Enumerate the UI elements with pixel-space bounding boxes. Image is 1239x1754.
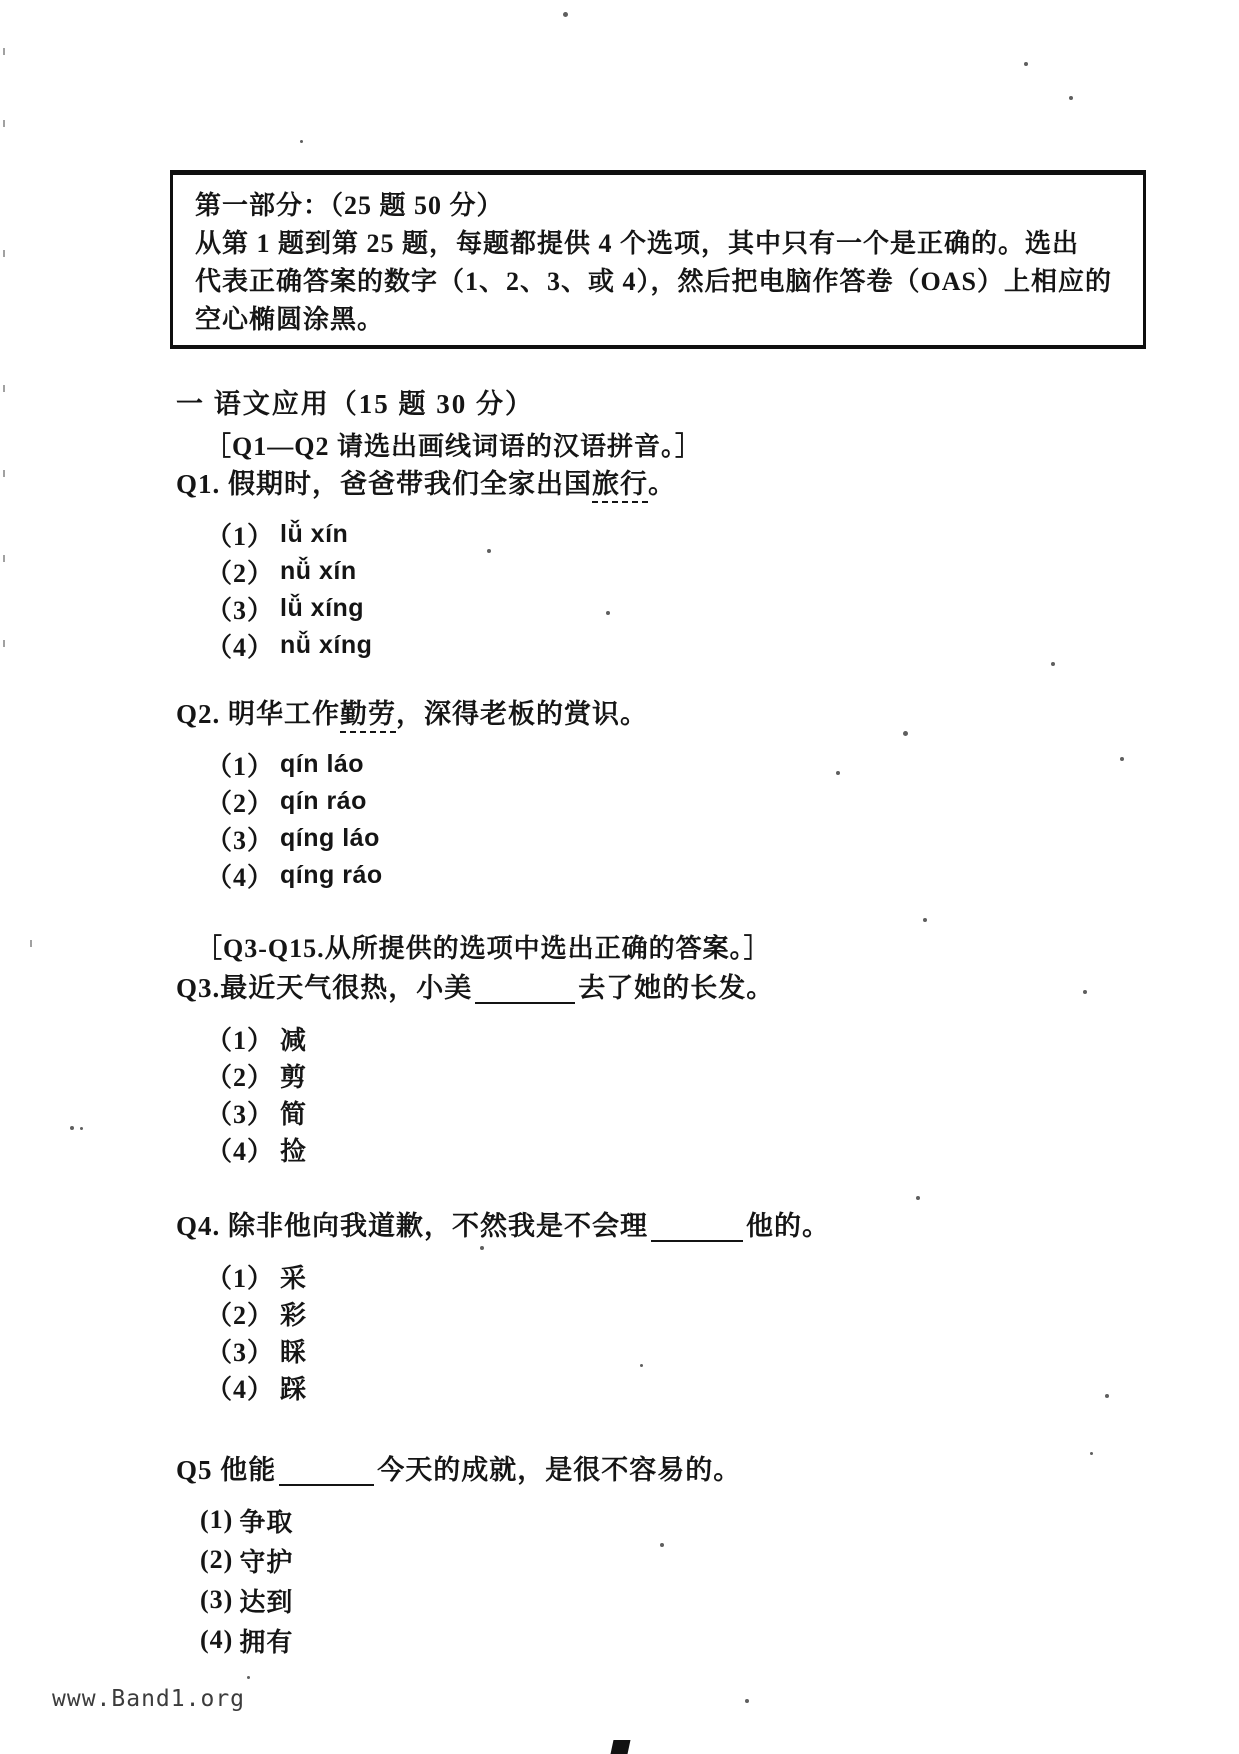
option-text: 简 xyxy=(280,1100,308,1129)
box-line-2: 从第 1 题到第 25 题，每题都提供 4 个选项，其中只有一个是正确的。选出 xyxy=(195,229,1080,258)
stem-text: ，深得老板的赏识。 xyxy=(396,699,649,729)
option-number: (1) xyxy=(200,1505,234,1534)
question-q4-stem xyxy=(176,1208,830,1244)
stem-text: Q5 他能 xyxy=(176,1455,277,1485)
option-row xyxy=(206,627,676,664)
option-text: 采 xyxy=(280,1264,308,1293)
option-row xyxy=(200,1620,741,1660)
speckle-dot xyxy=(80,1127,83,1130)
option-number: （3） xyxy=(206,826,275,855)
option-text: 剪 xyxy=(280,1063,308,1092)
option-number: （3） xyxy=(206,1100,275,1129)
speckle-dot xyxy=(70,1126,74,1130)
option-text: 减 xyxy=(280,1026,308,1055)
question-q2 xyxy=(176,696,648,894)
option-number: (4) xyxy=(200,1625,234,1654)
speckle-dot xyxy=(563,12,568,17)
option-text: 睬 xyxy=(280,1338,308,1367)
margin-tick xyxy=(3,555,5,562)
fill-in-blank xyxy=(475,975,575,1004)
option-number: （2） xyxy=(206,1063,275,1092)
stem-text: 。 xyxy=(648,469,677,499)
question-q3-options xyxy=(176,1020,774,1168)
option-number: （3） xyxy=(206,596,275,625)
option-number: (2) xyxy=(200,1545,234,1574)
stem-text: 去了她的长发。 xyxy=(578,973,775,1003)
option-number: (3) xyxy=(200,1585,234,1614)
page-number-partial xyxy=(611,1740,631,1754)
option-row xyxy=(206,746,648,783)
speckle-dot xyxy=(923,918,927,922)
question-q5-options xyxy=(176,1500,741,1660)
option-text: 踩 xyxy=(280,1375,308,1404)
option-row xyxy=(200,1500,741,1540)
question-q2-stem xyxy=(176,696,648,732)
stem-text: Q4. 除非他向我道歉，不然我是不会理 xyxy=(176,1211,649,1241)
option-text: qíng láo xyxy=(280,824,380,852)
speckle-dot xyxy=(300,140,303,143)
question-q2-options xyxy=(176,746,648,894)
speckle-dot xyxy=(487,549,491,553)
option-number: （4） xyxy=(206,1137,275,1166)
option-row xyxy=(206,1369,830,1406)
speckle-dot xyxy=(1105,1394,1109,1398)
option-row xyxy=(206,1332,830,1369)
option-number: （1） xyxy=(206,1026,275,1055)
question-q3-stem xyxy=(176,970,774,1006)
option-number: （2） xyxy=(206,789,275,818)
box-line-3: 代表正确答案的数字（1、2、3、或 4），然后把电脑作答卷（OAS）上相应的 xyxy=(195,267,1112,296)
option-row xyxy=(206,1094,774,1131)
box-line-4: 空心椭圆涂黑。 xyxy=(195,305,385,334)
option-text: 拥有 xyxy=(239,1627,294,1657)
option-row xyxy=(206,590,676,627)
underlined-word: 勤劳 xyxy=(340,699,396,733)
option-text: nǚ xíng xyxy=(280,631,373,659)
box-line-1: 第一部分：（25 题 50 分） xyxy=(195,191,504,220)
option-number: （4） xyxy=(206,863,275,892)
speckle-dot xyxy=(1051,662,1055,666)
option-text: 争取 xyxy=(239,1507,294,1537)
option-number: （2） xyxy=(206,559,275,588)
option-row xyxy=(206,553,676,590)
option-number: （1） xyxy=(206,522,275,551)
watermark-url: www.Band1.org xyxy=(52,1686,246,1712)
speckle-dot xyxy=(1069,96,1073,100)
question-q1 xyxy=(176,466,676,664)
instructions-box xyxy=(170,170,1146,349)
instruction-q1-q2: ［Q1—Q2 请选出画线词语的汉语拼音。］ xyxy=(205,432,702,461)
question-q4 xyxy=(176,1208,830,1406)
speckle-dot xyxy=(1024,62,1028,66)
option-row xyxy=(206,516,676,553)
margin-tick xyxy=(3,48,5,55)
section-heading: 一 语文应用（15 题 30 分） xyxy=(176,389,534,419)
option-text: 达到 xyxy=(239,1587,294,1617)
question-q1-stem xyxy=(176,466,676,502)
option-number: （4） xyxy=(206,1375,275,1404)
option-text: 彩 xyxy=(280,1301,308,1330)
fill-in-blank xyxy=(651,1213,743,1242)
speckle-dot xyxy=(903,731,908,736)
stem-text: Q3.最近天气很热，小美 xyxy=(176,973,473,1003)
option-text: qíng ráo xyxy=(280,861,383,889)
option-row xyxy=(206,1258,830,1295)
option-text: 捡 xyxy=(280,1137,308,1166)
speckle-dot xyxy=(916,1196,920,1200)
option-row xyxy=(206,820,648,857)
question-q1-options xyxy=(176,516,676,664)
speckle-dot xyxy=(660,1543,664,1547)
option-number: （1） xyxy=(206,1264,275,1293)
option-text: qín láo xyxy=(280,750,365,778)
margin-tick xyxy=(3,385,5,392)
margin-tick xyxy=(3,640,5,647)
option-text: nǚ xín xyxy=(280,557,357,585)
question-q5-stem xyxy=(176,1452,741,1488)
option-row xyxy=(206,1020,774,1057)
option-row xyxy=(206,783,648,820)
margin-tick xyxy=(3,120,5,127)
stem-text: 今天的成就，是很不容易的。 xyxy=(377,1455,742,1485)
question-q4-options xyxy=(176,1258,830,1406)
option-text: 守护 xyxy=(239,1547,294,1577)
instruction-q3-q15: ［Q3-Q15.从所提供的选项中选出正确的答案。］ xyxy=(196,934,771,963)
option-number: （4） xyxy=(206,633,275,662)
option-row xyxy=(206,1131,774,1168)
speckle-dot xyxy=(836,771,840,775)
margin-tick xyxy=(3,470,5,477)
speckle-dot xyxy=(640,1364,643,1367)
speckle-dot xyxy=(1120,757,1124,761)
stem-text: 他的。 xyxy=(746,1211,831,1241)
margin-tick xyxy=(30,940,32,947)
option-number: （1） xyxy=(206,752,275,781)
option-number: （3） xyxy=(206,1338,275,1367)
option-row xyxy=(206,1295,830,1332)
option-text: lǚ xín xyxy=(280,520,349,548)
underlined-word: 旅行 xyxy=(592,469,648,503)
stem-text: Q1. 假期时，爸爸带我们全家出国 xyxy=(176,469,593,499)
speckle-dot xyxy=(745,1699,749,1703)
option-row xyxy=(206,1057,774,1094)
fill-in-blank xyxy=(279,1457,374,1486)
speckle-dot xyxy=(606,611,610,615)
speckle-dot xyxy=(247,1676,250,1679)
stem-text: Q2. 明华工作 xyxy=(176,699,341,729)
option-number: （2） xyxy=(206,1301,275,1330)
margin-tick xyxy=(3,250,5,257)
question-q3 xyxy=(176,970,774,1168)
option-text: qín ráo xyxy=(280,787,367,815)
speckle-dot xyxy=(1090,1452,1093,1455)
option-row xyxy=(206,857,648,894)
option-row xyxy=(200,1580,741,1620)
option-text: lǚ xíng xyxy=(280,594,365,622)
speckle-dot xyxy=(480,1246,484,1250)
speckle-dot xyxy=(1083,990,1087,994)
question-q5 xyxy=(176,1452,741,1660)
